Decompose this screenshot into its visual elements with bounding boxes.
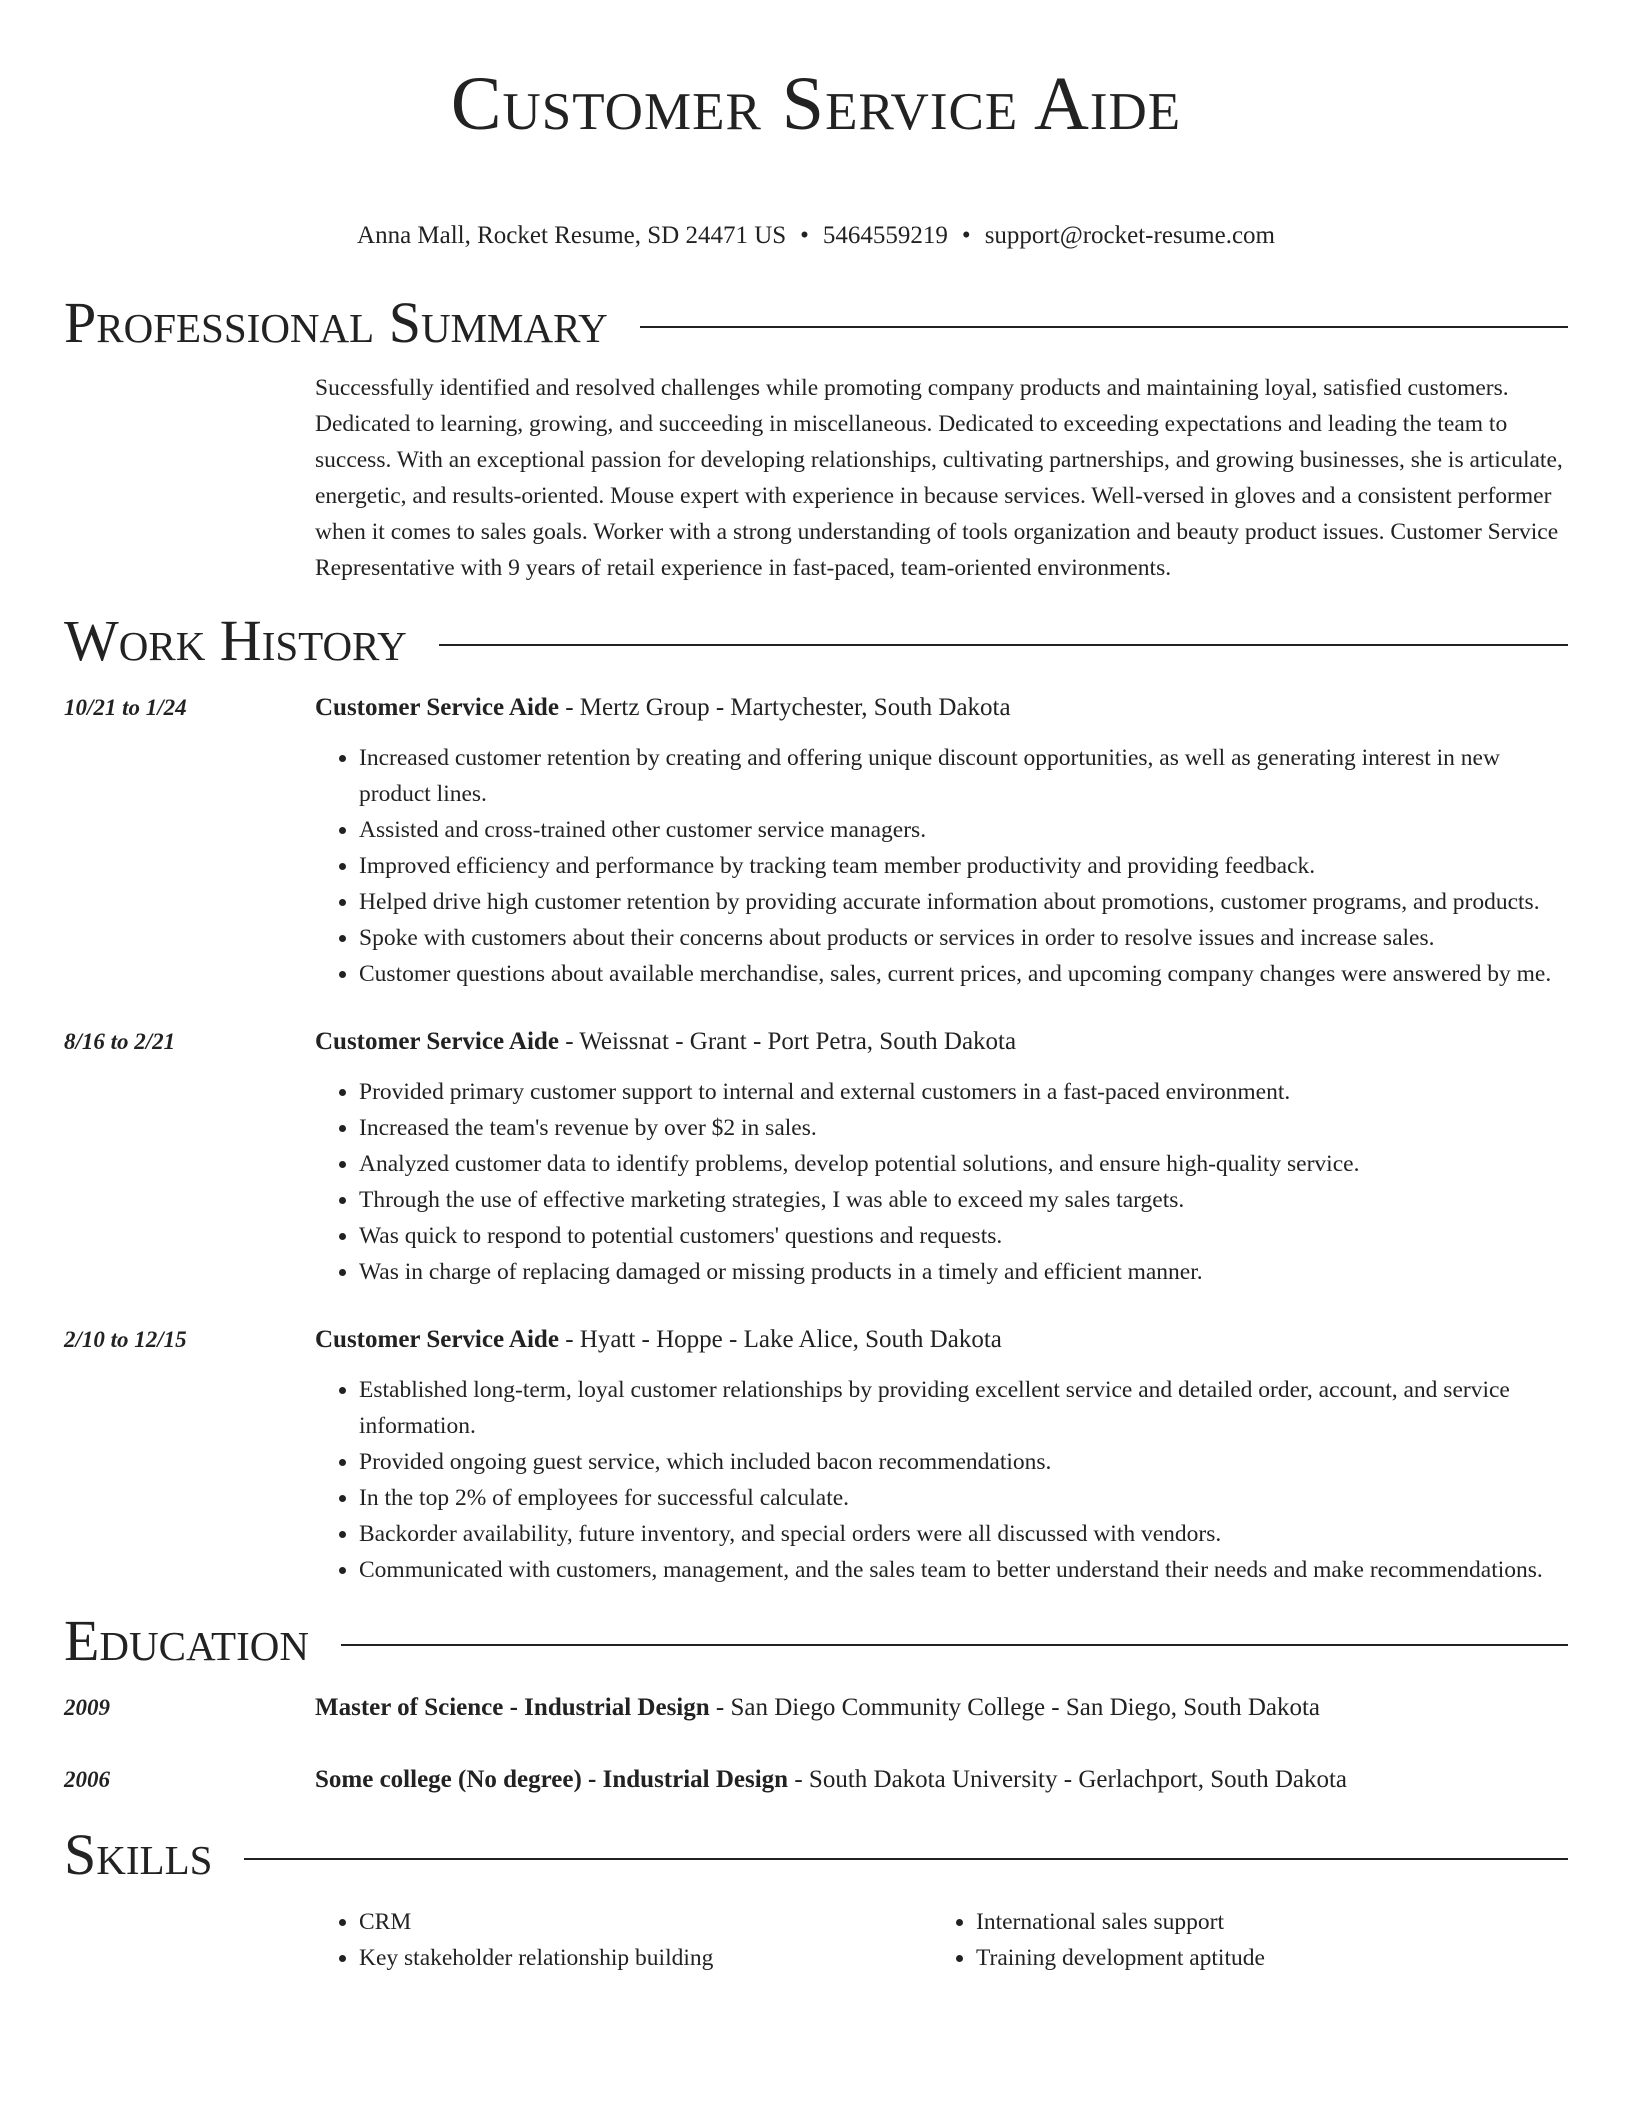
education-degree: Master of Science - Industrial Design	[315, 1694, 710, 1721]
job-dates: 8/16 to 2/21	[64, 1029, 176, 1054]
contact-address: Anna Mall, Rocket Resume, SD 24471 US	[357, 222, 787, 249]
skills-column-left	[315, 1904, 932, 1976]
section-heading-education	[64, 1606, 1568, 1676]
section-divider	[439, 644, 1568, 646]
job-entry	[64, 1024, 1568, 1290]
job-title: Customer Service Aide	[315, 1326, 559, 1353]
job-bullets	[315, 1074, 1568, 1290]
job-bullet: • Customer questions about available merchandise, sales, current prices, and upcoming company changes were answered by me.	[359, 956, 1568, 992]
job-entry	[64, 1322, 1568, 1588]
job-bullet: • Backorder availability, future inventory, and special orders were all discussed with vendors.	[359, 1516, 1568, 1552]
job-dates: 2/10 to 12/15	[64, 1327, 187, 1352]
job-title: Customer Service Aide	[315, 1028, 559, 1055]
contact-line	[64, 220, 1568, 252]
resume-title: Customer Service Aide	[450, 62, 1182, 146]
job-title: Customer Service Aide	[315, 694, 559, 721]
job-header	[64, 1322, 1568, 1358]
education-school: - South Dakota University - Gerlachport, South Dakota	[788, 1766, 1348, 1793]
job-bullet: • Communicated with customers, management, and the sales team to better understand their needs and make recommendations.	[359, 1552, 1568, 1588]
job-bullet: • Assisted and cross-trained other customer service managers.	[359, 812, 1568, 848]
job-header	[64, 1024, 1568, 1060]
section-title: Skills	[64, 1822, 213, 1887]
section-title: Work History	[64, 608, 407, 673]
education-entry	[64, 1690, 1568, 1726]
section-divider	[341, 1644, 1568, 1646]
job-bullet: • Was in charge of replacing damaged or missing products in a timely and efficient manner.	[359, 1254, 1568, 1290]
job-bullet: • Spoke with customers about their concerns about products or services in order to resolve issues and increase sales.	[359, 920, 1568, 956]
contact-email[interactable]: support@rocket-resume.com	[984, 222, 1275, 249]
contact-separator: •	[961, 222, 971, 249]
section-divider	[244, 1858, 1568, 1860]
section-heading-summary	[64, 288, 1568, 358]
skill-item: • CRM	[359, 1904, 932, 1940]
education-year: 2009	[64, 1695, 110, 1720]
job-employer: - Weissnat - Grant - Port Petra, South Dakota	[558, 1028, 1017, 1055]
job-entry	[64, 690, 1568, 992]
education-degree: Some college (No degree) - Industrial Design	[315, 1766, 789, 1793]
job-header	[64, 690, 1568, 726]
job-bullet: • Provided ongoing guest service, which included bacon recommendations.	[359, 1444, 1568, 1480]
job-bullet: • Increased customer retention by creating and offering unique discount opportunities, as well as generating interest in new product lines.	[359, 740, 1568, 812]
job-dates: 10/21 to 1/24	[64, 695, 187, 720]
job-bullet: • Analyzed customer data to identify problems, develop potential solutions, and ensure high-quality service.	[359, 1146, 1568, 1182]
education-school: - San Diego Community College - San Diego, South Dakota	[709, 1694, 1321, 1721]
job-bullet: • Was quick to respond to potential customers' questions and requests.	[359, 1218, 1568, 1254]
job-bullet: • Provided primary customer support to internal and external customers in a fast-paced environment.	[359, 1074, 1568, 1110]
skill-item: • Key stakeholder relationship building	[359, 1940, 932, 1976]
section-title: Education	[64, 1608, 309, 1673]
resume-page	[64, 0, 1568, 1976]
section-divider	[640, 326, 1568, 328]
skills-column-right	[932, 1904, 1549, 1976]
contact-separator: •	[800, 222, 809, 249]
job-bullets	[315, 740, 1568, 992]
job-bullet: • Helped drive high customer retention by providing accurate information about promotions, customer programs, and products.	[359, 884, 1568, 920]
skills-list	[315, 1904, 1568, 1976]
job-bullet: • Established long-term, loyal customer relationships by providing excellent service and detailed order, account, and service information.	[359, 1372, 1568, 1444]
education-entry	[64, 1762, 1568, 1798]
job-bullets	[315, 1372, 1568, 1588]
job-employer: - Hyatt - Hoppe - Lake Alice, South Dakota	[558, 1326, 1002, 1353]
job-employer: - Mertz Group - Martychester, South Dakota	[558, 694, 1011, 721]
skill-item: • International sales support	[976, 1904, 1549, 1940]
skill-item: • Training development aptitude	[976, 1940, 1549, 1976]
job-bullet: • Increased the team's revenue by over $2 in sales.	[359, 1110, 1568, 1146]
contact-phone: 5464559219	[822, 222, 948, 249]
job-bullet: • Improved efficiency and performance by tracking team member productivity and providing feedback.	[359, 848, 1568, 884]
section-heading-work-history	[64, 606, 1568, 676]
job-bullet: • In the top 2% of employees for successful calculate.	[359, 1480, 1568, 1516]
section-heading-skills	[64, 1820, 1568, 1890]
education-year: 2006	[64, 1767, 110, 1792]
job-bullet: • Through the use of effective marketing strategies, I was able to exceed my sales targets.	[359, 1182, 1568, 1218]
section-title: Professional Summary	[64, 290, 608, 355]
summary-text: Successfully identified and resolved challenges while promoting company products and maintaining loyal, satisfied customers. Dedicated to learning, growing, and succeeding in miscellaneous. Dedicated to exceeding expectations and leading the team to success. With an exceptional passion for developing relationships, cultivating partnerships, and growing businesses, she is articulate, energetic, and results-oriented. Mouse expert with experience in because services. Well-versed in gloves and a consistent performer when it comes to sales goals. Worker with a strong understanding of tools organization and beauty product issues. Customer Service Representative with 9 years of retail experience in fast-paced, team-oriented environments.	[315, 375, 1563, 581]
